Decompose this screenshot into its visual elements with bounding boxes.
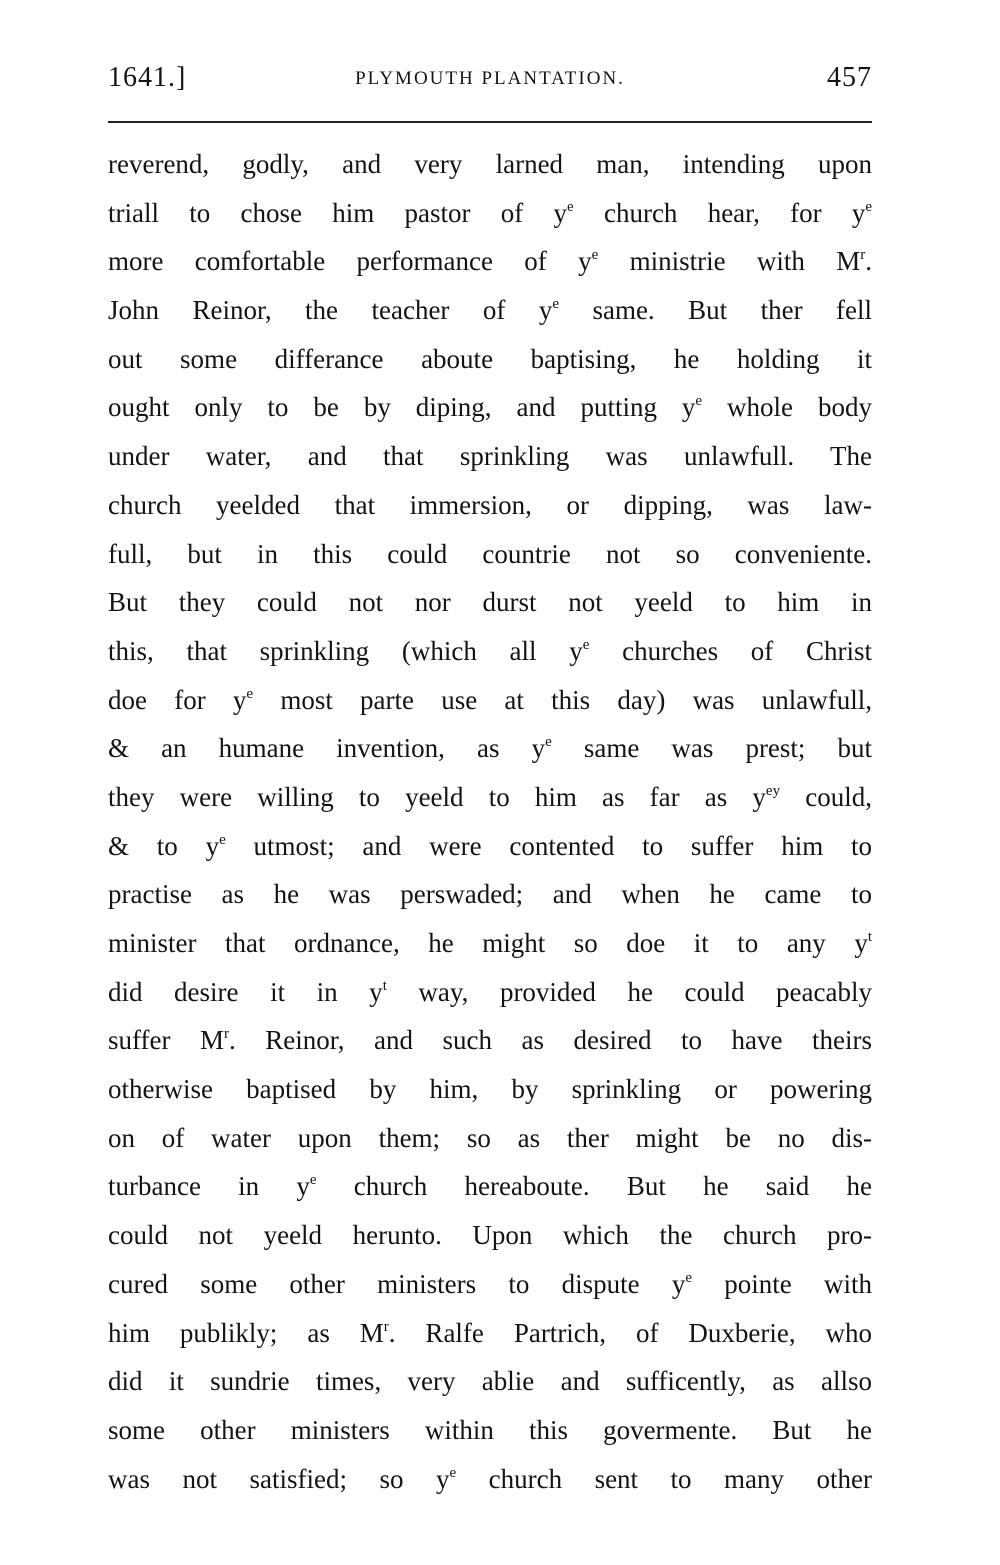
text-run: more comfortable performance of y [108, 246, 592, 277]
superscript: e [567, 198, 574, 215]
text-run: did it sundrie times, very ablie and sufficently, as allso [108, 1366, 872, 1397]
text-line [108, 530, 872, 579]
superscript: e [552, 296, 559, 313]
text-run: under water, and that sprinkling was unlawfull. The [108, 441, 872, 472]
text-run: church hereaboute. But he said he [316, 1171, 872, 1202]
text-line [108, 919, 872, 968]
text-run: cured some other ministers to dispute y [108, 1268, 686, 1299]
text-run: they were willing to yeeld to him as far as y [108, 781, 766, 812]
text-line [108, 335, 872, 384]
superscript: e [685, 1269, 693, 1286]
running-header [108, 62, 872, 102]
superscript: e [582, 636, 590, 653]
text-line [108, 1016, 872, 1065]
text-run: . Ralfe Partrich, of Duxberie, who [388, 1317, 872, 1348]
text-run: did desire it in y [108, 976, 383, 1007]
text-line [108, 1065, 872, 1114]
text-line [108, 968, 872, 1017]
text-line [108, 432, 872, 481]
text-run: minister that ordnance, he might so doe it to any y [108, 928, 868, 958]
text-line [108, 481, 872, 530]
superscript: e [309, 1172, 317, 1189]
text-line [108, 773, 872, 822]
superscript: r [860, 247, 866, 264]
text-line [108, 1455, 872, 1504]
text-line [108, 1260, 872, 1309]
text-run: most parte use at this day) was unlawfull, [253, 684, 872, 715]
text-run: full, but in this could countrie not so conveniente. [108, 538, 872, 569]
text-run: pointe with [692, 1268, 872, 1299]
text-run: church sent to many other [456, 1463, 872, 1494]
superscript: r [224, 1026, 230, 1043]
superscript: r [383, 1318, 389, 1335]
text-run: churches of Christ [589, 635, 872, 666]
text-line [108, 140, 872, 189]
superscript: e [545, 734, 552, 751]
text-line [108, 286, 872, 335]
text-run: doe for y [108, 684, 247, 715]
text-run: ought only to be by diping, and putting y [108, 392, 696, 423]
text-line [108, 822, 872, 871]
superscript: ey [765, 782, 781, 799]
text-run: was not satisfied; so y [108, 1463, 450, 1494]
superscript: e [865, 198, 872, 215]
text-line [108, 578, 872, 627]
text-run: whole body [702, 392, 872, 423]
text-run: way, provided he could peacably [386, 976, 872, 1007]
superscript: e [449, 1464, 457, 1481]
text-line [108, 1211, 872, 1260]
text-line [108, 1357, 872, 1406]
text-run: some other ministers within this govermente. But he [108, 1414, 872, 1445]
text-run: church yeelded that immersion, or dipping, was law- [108, 489, 872, 520]
text-run: could not yeeld herunto. Upon which the church pro- [108, 1220, 872, 1251]
text-run: could, [780, 781, 872, 812]
header-rule [108, 121, 872, 123]
superscript: e [591, 247, 599, 264]
text-run: out some differance aboute baptising, he holding it [108, 343, 872, 374]
text-run: But they could not nor durst not yeeld to him in [108, 587, 872, 618]
text-run: & an humane invention, as y [108, 733, 546, 764]
text-run: ministrie with M [598, 246, 861, 277]
superscript: e [219, 831, 226, 848]
text-line [108, 383, 872, 432]
text-line [108, 189, 872, 238]
text-run: . [865, 246, 872, 277]
text-line [108, 724, 872, 773]
text-run: church hear, for y [573, 197, 866, 228]
text-run: triall to chose him pastor of y [108, 197, 568, 228]
text-run: reverend, godly, and very larned man, intending upon [108, 149, 872, 179]
text-run: . Reinor, and such as desired to have theirs [229, 1025, 872, 1056]
text-line [108, 237, 872, 286]
superscript: t [382, 977, 387, 994]
text-line [108, 1406, 872, 1455]
text-line [108, 676, 872, 725]
text-run: suffer M [108, 1025, 225, 1056]
text-run: utmost; and were contented to suffer him to [225, 830, 872, 861]
header-title: PLYMOUTH PLANTATION. [355, 68, 625, 89]
text-run: John Reinor, the teacher of y [108, 295, 553, 326]
text-line [108, 870, 872, 919]
text-line [108, 1114, 872, 1163]
superscript: e [246, 685, 254, 702]
text-run: otherwise baptised by him, by sprinkling or powering [108, 1074, 872, 1105]
body-text [108, 140, 872, 1503]
text-run: this, that sprinkling (which all y [108, 635, 583, 666]
text-line [108, 1162, 872, 1211]
text-run: turbance in y [108, 1171, 310, 1202]
text-run: him publikly; as M [108, 1317, 384, 1348]
text-line [108, 1309, 872, 1358]
text-run: practise as he was perswaded; and when he came to [108, 879, 872, 910]
superscript: t [867, 929, 872, 945]
text-run: on of water upon them; so as ther might be no dis- [108, 1122, 872, 1153]
superscript: e [695, 393, 703, 410]
page-number: 457 [827, 62, 872, 93]
text-run: same. But ther fell [559, 295, 872, 326]
header-year: 1641.] [108, 62, 187, 93]
text-line [108, 627, 872, 676]
text-run: same was prest; but [551, 733, 872, 764]
text-run: & to y [108, 830, 220, 861]
